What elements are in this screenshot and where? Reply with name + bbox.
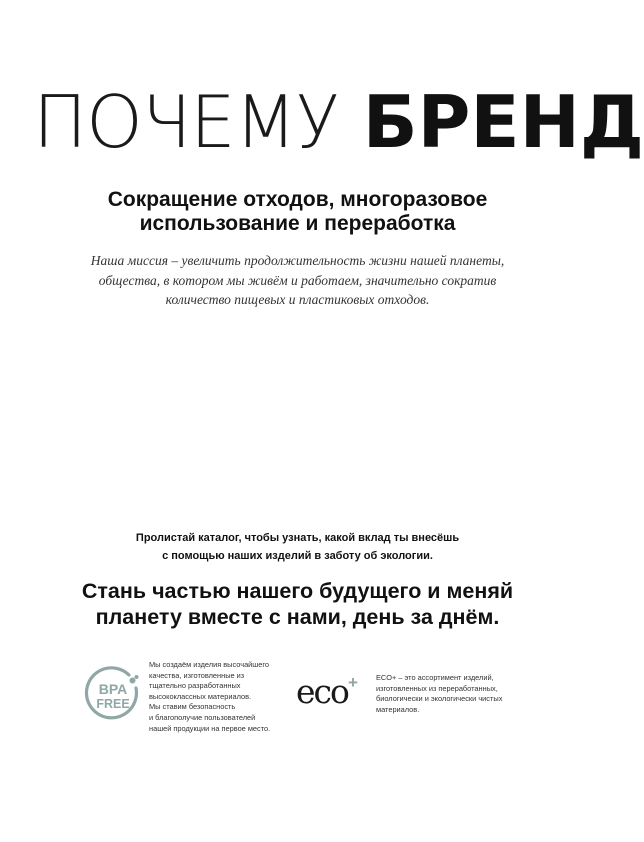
call-to-action [0, 578, 595, 630]
bpa-badge-line-2: FREE [96, 697, 130, 711]
page-headline [33, 80, 644, 164]
cta-line-1: Стань частью нашего будущего и меняй [81, 579, 514, 603]
headline-light-word: ПОЧЕМУ [33, 80, 339, 164]
bpa-free-badge-icon [85, 666, 141, 722]
headline-bold-word: БРЕНД [362, 80, 644, 164]
section-subtitle [0, 188, 595, 236]
cta-line-2: планету вместе с нами, день за днём. [95, 605, 500, 629]
mission-line-2: общества, в котором мы живём и работаем, значительно сократив [98, 272, 497, 288]
subtitle-line-1: Сокращение отходов, многоразовое [107, 188, 488, 211]
browse-line-2: с помощью наших изделий в заботу об экологии. [162, 550, 433, 562]
eco-logo-plus: + [348, 673, 358, 692]
eco-plus-logo-icon [296, 672, 368, 710]
eco-description: ECO+ – это ассортимент изделий, изготовленных из переработанных, биологически и экологически чистых материалов. [376, 673, 503, 714]
bpa-badge-line-1: BPA [98, 681, 128, 697]
mission-line-3: количество пищевых и пластиковых отходов. [165, 292, 430, 307]
browse-catalog-note [0, 529, 595, 565]
mission-statement [20, 251, 575, 310]
subtitle-line-2: использование и переработка [139, 212, 456, 235]
eco-logo-word: eco [296, 672, 348, 711]
browse-line-1: Пролистай каталог, чтобы узнать, какой вклад ты внесёшь [135, 532, 460, 544]
mission-line-1: Наша миссия – увеличить продолжительность жизни нашей планеты, [90, 253, 505, 268]
bpa-description: Мы создаём изделия высочайшего качества, изготовленные из тщательно разработанных высококлассных материалов. Мы ставим безопасность и благополучие пользователей нашей продукции на первое место. [149, 660, 271, 733]
